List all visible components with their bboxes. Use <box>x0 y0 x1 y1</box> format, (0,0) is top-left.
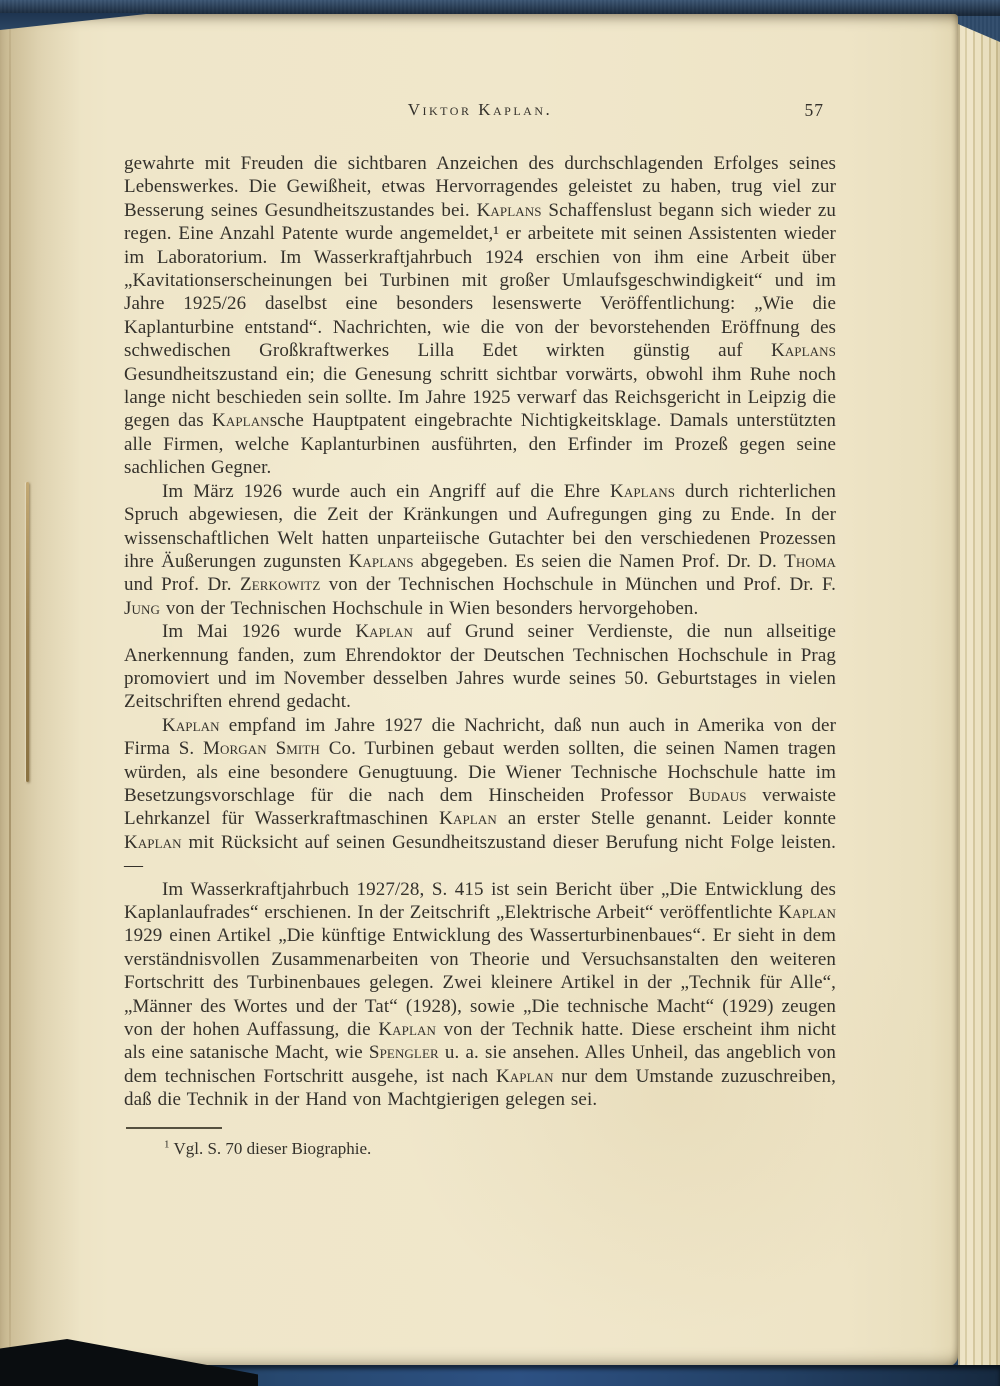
footnote-section <box>124 1127 836 1160</box>
footnote-text: Vgl. S. 70 dieser Biographie. <box>173 1138 372 1158</box>
small-caps-name: Kaplan <box>212 410 270 432</box>
small-caps-name: Kaplan <box>355 621 414 643</box>
small-caps-name: Morgan Smith <box>203 738 320 760</box>
small-caps-name: Kaplan <box>378 1019 436 1041</box>
page-number: 57 <box>804 100 824 120</box>
book-page <box>0 14 958 1366</box>
paragraph: Im Wasserkraftjahrbuch 1927/28, S. 415 ist sein Bericht über „Die Entwicklung des Kaplanlaufrades“ erschienen. In der Zeitschrift „Elektrische Arbeit“ veröffentlichte Kaplan 1929 einen Artikel „Die künftige Entwicklung des Wasserturbinenbaues“. Er sieht in dem verständnisvollen Zusammenarbeiten von Theorie und Versuchsanstalten den weiteren Fortschritt des Turbinenbaues gelegen. Zwei kleinere Artikel in der „Technik für Alle“, „Männer des Wortes und der Tat“ (1928), sowie „Die technische Macht“ (1929) zeugen von der hohen Auffassung, die Kaplan von der Technik hatte. Diese erscheint ihm nicht als eine satanische Macht, wie Spengler u. a. sie ansehen. Alles Unheil, das angeblich von dem technischen Fortschritt ausgehe, ist nach Kaplan nur dem Umstande zuzuschreiben, daß die Technik in der Hand von Machtgierigen gelegen sei. <box>124 878 836 1111</box>
footnote-marker: 1 <box>164 1138 170 1150</box>
small-caps-name: Spengler <box>368 1042 439 1064</box>
small-caps-name: Budaus <box>688 784 747 806</box>
small-caps-name: Kaplan <box>162 714 220 736</box>
binding-thread <box>26 482 29 782</box>
body-text <box>124 152 836 1112</box>
paragraph: Im Mai 1926 wurde Kaplan auf Grund seiner Verdienste, die nun allseitige Anerkennung fanden, zum Ehrendoktor der Deutschen Technischen Hochschule in Prag promoviert und im November desselben Jahres wurde seines 50. Geburtstages in vielen Zeitschriften ehrend gedacht. <box>124 621 836 713</box>
small-caps-name: Jung <box>124 597 160 619</box>
footnote <box>124 1138 836 1160</box>
page-fore-edge <box>958 14 1000 1368</box>
running-header <box>124 100 836 126</box>
small-caps-name: Kaplans <box>610 480 676 502</box>
small-caps-name: Kaplans <box>771 340 836 362</box>
running-header-title: Viktor Kaplan. <box>407 100 553 119</box>
gutter-crease <box>9 14 11 1366</box>
small-caps-name: Thoma <box>784 550 836 572</box>
small-caps-name: Kaplan <box>124 831 182 853</box>
small-caps-name: Kaplan <box>495 1065 554 1087</box>
footnote-rule <box>126 1127 222 1129</box>
gutter-shadow <box>0 14 95 1366</box>
small-caps-name: Kaplans <box>476 199 542 221</box>
paragraph: Kaplan empfand im Jahre 1927 die Nachricht, daß nun auch in Amerika von der Firma S. Morgan Smith Co. Turbinen gebaut werden sollten, die seinen Namen tragen würden, als eine besondere Genugtuung. Die Wiener Technische Hochschule hatte im Besetzungsvorschlage für die nach dem Hinscheiden Professor Budaus verwaiste Lehrkanzel für Wasserkraftmaschinen Kaplan an erster Stelle genannt. Leider konnte Kaplan mit Rücksicht auf seinen Gesundheitszustand dieser Berufung nicht Folge leisten. — <box>124 714 836 877</box>
small-caps-name: Kaplans <box>348 550 414 572</box>
small-caps-name: Kaplan <box>778 902 836 923</box>
paragraph: Im März 1926 wurde auch ein Angriff auf die Ehre Kaplans durch richterlichen Spruch abgewiesen, die Zeit der Kränkungen und Aufregungen ging zu Ende. In der wissenschaftlichen Welt hatten unparteiische Gutachter bei den verschiedenen Prozessen ihre Äußerungen zugunsten Kaplans abgegeben. Es seien die Namen Prof. Dr. D. Thoma und Prof. Dr. Zerkowitz von der Technischen Hochschule in München und Prof. Dr. F. Jung von der Technischen Hochschule in Wien besonders hervorgehoben. <box>124 480 836 619</box>
paragraph: gewahrte mit Freuden die sichtbaren Anzeichen des durchschlagenden Erfolges seines Lebenswerkes. Die Gewißheit, etwas Hervorragendes geleistet zu haben, trug viel zur Besserung seines Gesundheitszustandes bei. Kaplans Schaffenslust begann sich wieder zu regen. Eine Anzahl Patente wurde angemeldet,¹ er arbeitete mit seinen Assistenten wieder im Laboratorium. Im Wasserkraftjahrbuch 1924 erschien von ihm eine Arbeit über „Kavitationserscheinungen bei Turbinen mit großer Umlaufsgeschwindigkeit“ und im Jahre 1925/26 daselbst eine besonders lesenswerte Veröffentlichung: „Wie die Kaplanturbine entstand“. Nachrichten, wie die von der bevorstehenden Eröffnung des schwedischen Großkraftwerkes Lilla Edet wirkten günstig auf Kaplans Gesundheitszustand ein; die Genesung schritt sichtbar vorwärts, obwohl ihm Ruhe noch lange nicht beschieden sein sollte. Im Jahre 1925 verwarf das Reichsgericht in Leipzig die gegen das Kaplansche Hauptpatent eingebrachte Nichtigkeitsklage. Damals unterstützten alle Firmen, welche Kaplanturbinen ausführten, den Erfinder im Prozeß gegen seine sachlichen Gegner. <box>124 153 836 479</box>
small-caps-name: Kaplan <box>439 808 497 830</box>
page-content <box>124 100 836 1160</box>
small-caps-name: Zerkowitz <box>239 574 321 596</box>
